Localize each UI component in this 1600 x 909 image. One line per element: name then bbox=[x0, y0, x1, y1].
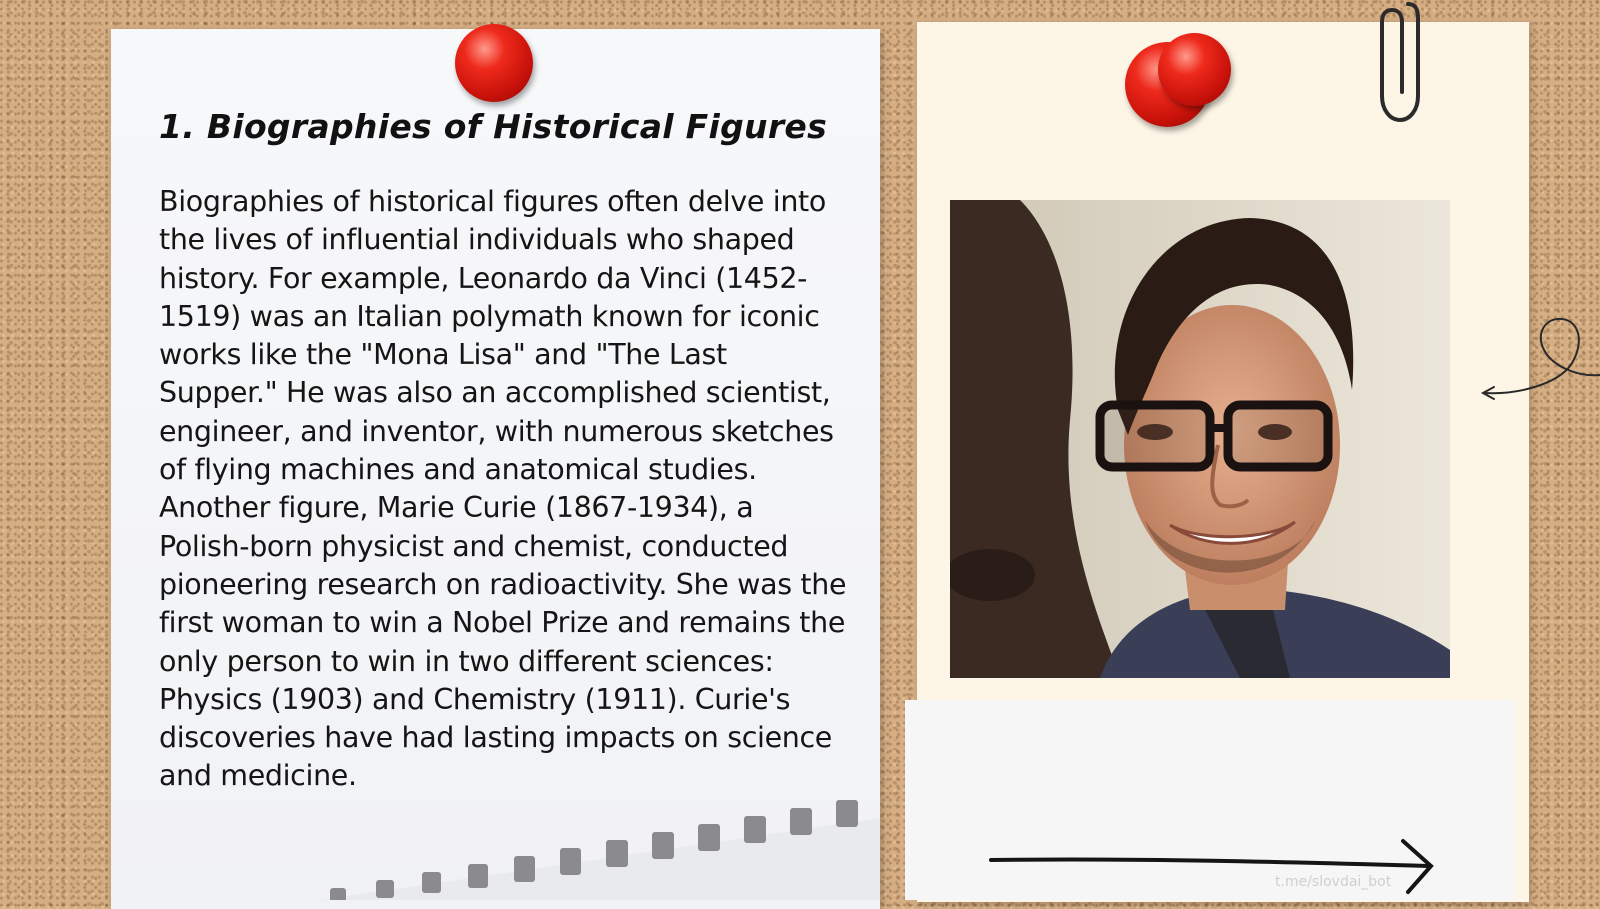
portrait-illustration bbox=[950, 200, 1450, 678]
left-note-card bbox=[111, 29, 880, 909]
pushpin-icon bbox=[1158, 33, 1231, 106]
loop-arrow-icon bbox=[1480, 315, 1600, 410]
slide-title: 1. Biographies of Historical Figures bbox=[159, 107, 828, 146]
slide-body-text: Biographies of historical figures often delve into the lives of influential individuals who shaped history. For example, Leonardo da Vinci (1452-1519) was an Italian polymath known for iconic works like the "Mona Lisa" and "The Last Supper." He was also an accomplished scientist, engineer, and inventor, with numerous sketches of flying machines and anatomical studies. Another figure, Marie Curie (1867-1934), a Polish-born physicist and chemist, conducted pioneering research on radioactivity. She was the first woman to win a Nobel Prize and remains the only person to win in two different sciences: Physics (1903) and Chemistry (1911). Curie's discoveries have had lasting impacts on science and medicine. bbox=[159, 185, 847, 793]
pushpin-icon bbox=[455, 24, 533, 102]
watermark-text: t.me/slovdai_bot bbox=[1275, 874, 1392, 890]
portrait-photo bbox=[950, 200, 1450, 678]
paperclip-icon bbox=[1378, 0, 1420, 124]
torn-paper-strip bbox=[320, 800, 880, 900]
